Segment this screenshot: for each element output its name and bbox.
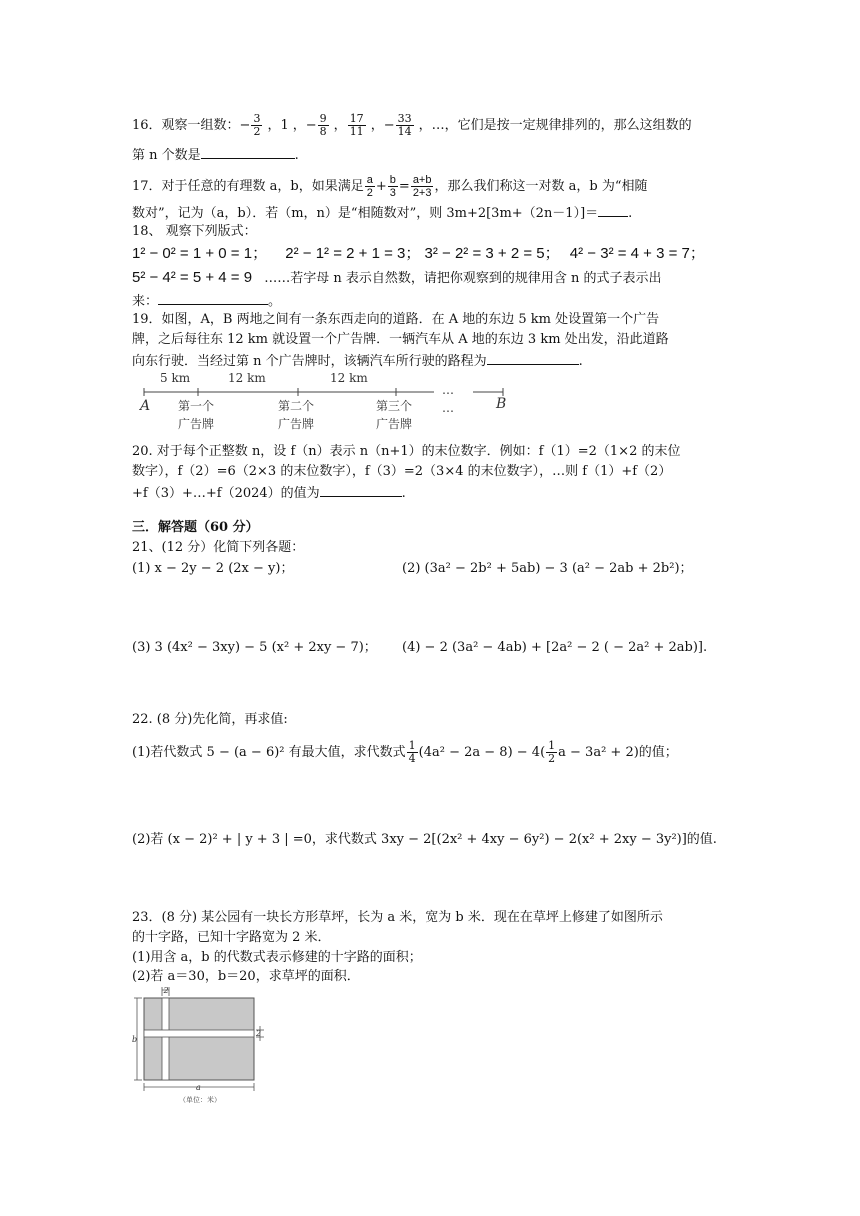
answer-blank[interactable]	[598, 202, 628, 217]
fraction: $\frac{1}{4}$	[408, 739, 416, 765]
sign-3-line1: 第三个	[376, 399, 413, 413]
sequence-term: − $\frac{9}{8}$	[305, 112, 327, 138]
horizontal-road	[144, 1030, 254, 1037]
ellipsis: …	[442, 383, 454, 397]
dim-bottom-label: a	[196, 1083, 201, 1092]
answer-blank[interactable]	[201, 144, 295, 159]
vertical-road	[162, 998, 169, 1080]
q21-part2: (2) (3a² − 2b² + 5ab) − 3 (a² − 2ab + 2b²)；	[402, 561, 693, 576]
fraction: $\frac{9}{8}$	[319, 112, 327, 138]
q23-line3: (1)用含 a，b 的代数式表示修建的十字路的面积；	[132, 950, 422, 965]
sign-3-line2: 广告牌	[376, 417, 413, 431]
dist-label-1: 5 km	[160, 371, 191, 385]
q17-line1: 17．对于任意的有理数 a，b，如果满足 $\frac{a}{2}$ + $\frac{b}{3}$ = $\frac{a+b}{2+3}$ ，那么我们称这一对数 a，b 为“相随	[132, 174, 648, 199]
q21-part1: (1) x − 2y − 2 (2x − y)；	[132, 561, 294, 576]
point-B-label: B	[496, 396, 507, 412]
sign-2-line2: 广告牌	[278, 417, 315, 431]
answer-blank[interactable]	[158, 290, 268, 305]
dim-right-label: 2	[256, 1029, 262, 1038]
fraction: $\frac{17}{11}$	[349, 112, 364, 138]
q18-row3: 来： 。	[132, 290, 281, 312]
q19-line3: 向东行驶．当经过第 n 个广告牌时，该辆汽车所行驶的路程为 .	[132, 350, 583, 372]
fraction: $\frac{b}{3}$	[389, 174, 396, 199]
dist-label-3: 12 km	[330, 371, 368, 385]
sign-1-line2: 广告牌	[178, 417, 215, 431]
unit-label: （单位：米）	[179, 1096, 221, 1104]
q19-line1: 19．如图，A，B 两地之间有一条东西走向的道路．在 A 地的东边 5 km 处设置第一个广告	[132, 312, 660, 327]
q21-head: 21、(12 分）化简下列各题：	[132, 540, 305, 555]
dim-top-label: 2	[163, 986, 169, 995]
fraction: $\frac{33}{14}$	[397, 112, 412, 138]
q16-sequence: − $\frac{3}{2}$ ，1 ，− $\frac{9}{8}$ ， $\frac{17}{11}$ ，− $\frac{33}{14}$ ，	[239, 112, 432, 138]
q23-line4: (2)若 a＝30，b＝20，求草坪的面积．	[132, 969, 360, 984]
q20-line3: +f（3）+…+f（2024）的值为 .	[132, 482, 406, 504]
q23-line2: 的十字路，已知十字路宽为 2 米．	[132, 930, 331, 945]
q16-line2: 第 n 个数是 .	[132, 144, 299, 166]
q18-row1: 1² − 0² = 1 + 0 = 1； 2² − 1² = 2 + 1 = 3； 3² − 2² = 3 + 2 = 5； 4² − 3² = 4 + 3 = 7；	[132, 245, 705, 262]
q20-line1: 20. 对于每个正整数 n，设 f（n）表示 n（n+1）的末位数字．例如：f（1）=2（1×2 的末位	[132, 444, 681, 459]
answer-blank[interactable]	[320, 482, 402, 497]
answer-blank[interactable]	[487, 350, 579, 365]
lawn-diagram	[130, 986, 270, 1104]
fraction: $\frac{a}{2}$	[366, 174, 373, 199]
q21-part3: (3) 3 (4x² − 3xy) − 5 (x² + 2xy − 7)；	[132, 640, 377, 655]
q18-head: 18、 观察下列版式：	[132, 224, 257, 239]
sign-1-line1: 第一个	[178, 399, 215, 413]
point-A-label: A	[140, 398, 151, 414]
sequence-term	[347, 112, 367, 138]
sequence-term: − $\frac{3}{2}$	[239, 112, 261, 138]
sign-2-line1: 第二个	[278, 399, 315, 413]
q20-line2: 数字），f（2）=6（2×3 的末位数字），f（3）=2（3×4 的末位数字），…则 f（1）+f（2）	[132, 464, 672, 479]
sequence-term: 1	[280, 118, 289, 133]
q17-line2: 数对”，记为（a，b）．若（m，n）是“相随数对”，则 3m+2[3m+（2n－1）]＝ .	[132, 202, 632, 224]
q22-part2: (2)若 (x − 2)² + | y + 3 | =0，求代数式 3xy − 2[(2x² + 4xy − 6y²) − 2(x² + 2xy − 3y²)]的值.	[132, 832, 717, 847]
dist-label-2: 12 km	[228, 371, 266, 385]
ellipsis: …	[442, 401, 454, 415]
q22-part1: (1)若代数式 5 − (a − 6)² 有最大值，求代数式 $\frac{1}{4}$ (4a² − 2a − 8) − 4( $\frac{1}{2}$ a − 3a² + 2)的值；	[132, 739, 678, 765]
q21-part4: (4) − 2 (3a² − 4ab) + [2a² − 2 ( − 2a² + 2ab)].	[402, 640, 708, 655]
q19-line2: 牌，之后每往东 12 km 就设置一个广告牌．一辆汽车从 A 地的东边 3 km 处出发，沿此道路	[132, 332, 669, 347]
fraction: $\frac{1}{2}$	[548, 739, 556, 765]
q18-row2: 5² − 4² = 5 + 4 = 9 ……若字母 n 表示自然数，请把你观察到的规律用含 n 的式子表示出	[132, 269, 662, 286]
q23-line1: 23．(8 分) 某公园有一块长方形草坪，长为 a 米，宽为 b 米．现在在草坪上修建了如图所示	[132, 910, 663, 925]
section-heading: 三．解答题（60 分）	[132, 520, 259, 535]
sequence-term: − $\frac{33}{14}$	[383, 112, 412, 138]
fraction: $\frac{3}{2}$	[253, 112, 261, 138]
lawn-rect	[144, 998, 254, 1080]
q16-line1: 16．观察一组数：− $\frac{3}{2}$ ，1 ，− $\frac{9}{8}$ ， $\frac{17}{11}$ ，− $\frac{33}{14}$ ，…，它们是按一定规律排列的，那么这组数的	[132, 112, 692, 138]
q22-head: 22. (8 分)先化简，再求值:	[132, 712, 288, 727]
fraction: $\frac{a+b}{2+3}$	[412, 174, 432, 199]
dim-left-label: b	[132, 1035, 138, 1044]
road-diagram	[138, 368, 518, 436]
